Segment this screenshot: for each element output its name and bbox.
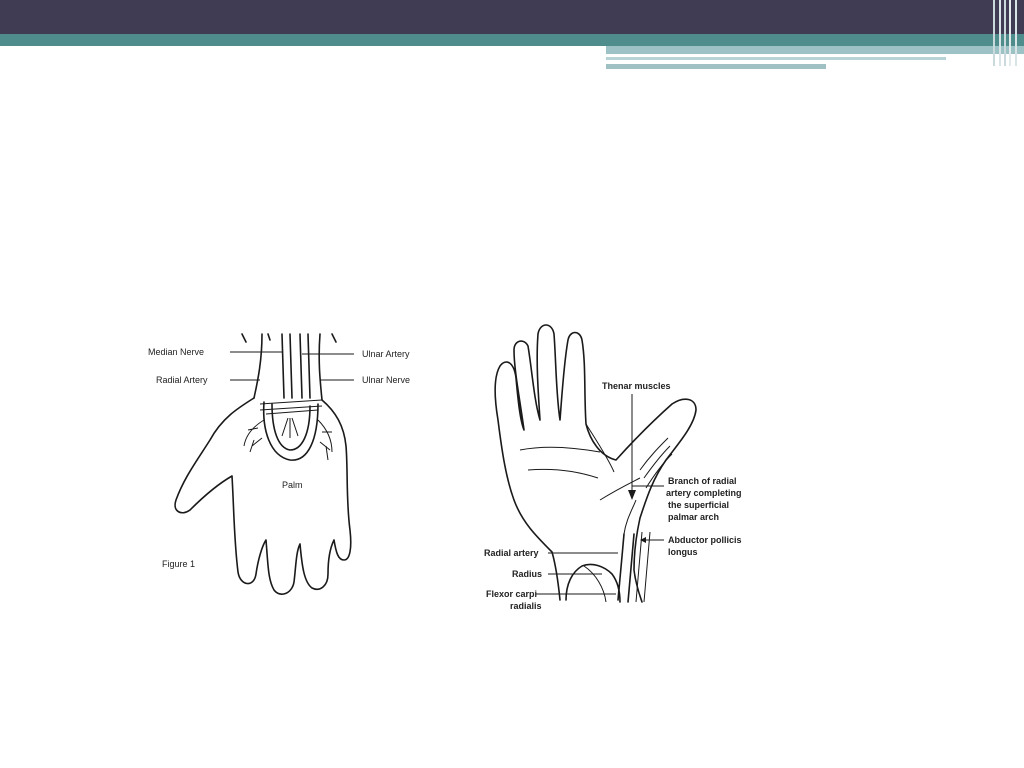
label-median-nerve: Median Nerve [148,347,205,357]
right-hand-outline [495,325,696,602]
label-ulnar-artery: Ulnar Artery [362,349,410,359]
label-radial-artery-left: Radial Artery [156,375,208,385]
label-branch-line3: the superficial [668,500,730,510]
label-branch-line4: palmar arch [668,512,720,522]
label-flexor-line1: Flexor carpi [486,589,538,599]
label-abductor-line1: Abductor pollicis [668,535,742,545]
label-radius: Radius [512,569,543,579]
label-thenar-muscles: Thenar muscles [602,381,671,391]
radius-bone [566,564,620,602]
label-palm: Palm [282,480,303,490]
label-branch-line1: Branch of radial [668,476,737,486]
figure-caption: Figure 1 [162,559,196,569]
label-abductor-line2: longus [668,547,698,557]
label-radial-artery-right: Radial artery [484,548,539,558]
label-flexor-line2: radialis [510,601,542,611]
label-ulnar-nerve: Ulnar Nerve [362,375,411,385]
label-branch-line2: artery completing [666,488,742,498]
